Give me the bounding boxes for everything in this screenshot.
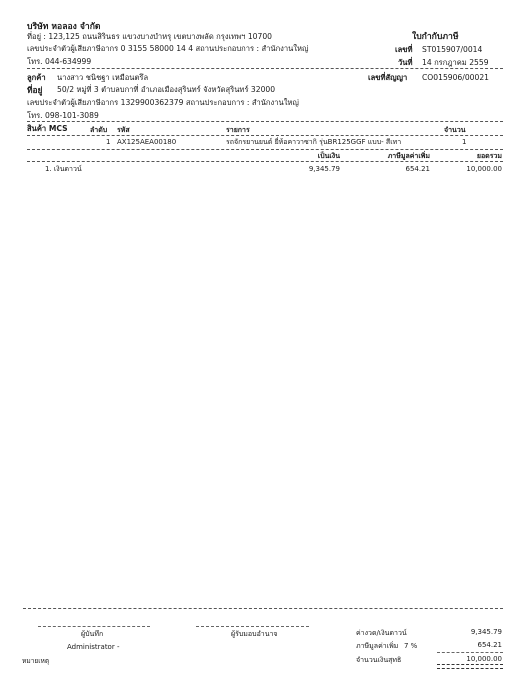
footer-divider (23, 608, 503, 609)
divider (27, 135, 503, 136)
company-tax-id: เลขประจำตัวผู้เสียภาษีอากร 0 3155 58000 14 4 สถานประกอบการ : สำนักงานใหญ่ (27, 44, 309, 53)
signature-line (196, 626, 309, 627)
divider (27, 149, 503, 150)
contract-label: เลขที่สัญญา (368, 73, 408, 82)
company-address: ที่อยู่ : 123,125 ถนนสิรินธร แขวงบางบำหรุ เขตบางพลัด กรุงเทพฯ 10700 (27, 32, 273, 41)
down-label: ค่างวด/เงินดาวน์ (356, 629, 407, 637)
divider (27, 121, 503, 122)
document-number-label: เลขที่ (395, 45, 413, 54)
document-date: 14 กรกฎาคม 2559 (422, 58, 489, 67)
row-label: 1. เงินดาวน์ (45, 165, 82, 173)
divider (27, 161, 503, 162)
divider (27, 68, 503, 69)
row-total: 10,000.00 (466, 165, 502, 173)
header-product: สินค้า MCS (27, 124, 68, 133)
header-seq: ลำดับ (90, 126, 108, 134)
header-amount: เป็นเงิน (317, 152, 340, 160)
net-value: 10,000.00 (466, 655, 502, 663)
company-name: บริษัท หอลอง จำกัด (27, 22, 101, 32)
vat-label: ภาษีมูลค่าเพิ่ม (356, 642, 399, 650)
row-vat: 654.21 (405, 165, 430, 173)
customer-address: 50/2 หมู่ที่ 3 ตำบลบกาที่ อำเภอเมืองสุรินทร์ จังหวัดสุรินทร์ 32000 (57, 85, 276, 94)
header-total: ยอดรวม (476, 152, 502, 160)
contract-number: CO015906/00021 (422, 73, 489, 82)
note-label: หมายเหตุ (22, 657, 50, 665)
header-qty: จำนวน (444, 126, 466, 134)
customer-name: นางสาว ชนิชฐา เหมือนตรึล (57, 73, 149, 82)
row-desc: รถจักรยานยนต์ ยี่ห้อคาวาซากิ รุ่นBR125GGF แบบ- สีเทา (226, 138, 402, 146)
down-value: 9,345.79 (470, 628, 502, 636)
recorder-name: Administrator - (67, 643, 120, 651)
header-desc: รายการ (226, 126, 250, 134)
recorder-label: ผู้บันทึก (81, 630, 104, 638)
row-qty: 1 (462, 138, 467, 146)
customer-label: ลูกค้า (27, 73, 46, 82)
document-number: ST015907/0014 (422, 45, 483, 54)
company-phone: โทร. 044-634999 (27, 57, 92, 66)
net-underline (437, 664, 503, 669)
header-code: รหัส (117, 126, 130, 134)
document-title: ใบกำกับภาษี (412, 32, 459, 42)
vat-value: 654.21 (477, 641, 502, 649)
row-code: AX125AEA00180 (117, 138, 177, 146)
customer-address-label: ที่อยู่ (27, 85, 43, 95)
document-date-label: วันที่ (398, 58, 413, 67)
vat-rate: 7 % (404, 642, 418, 650)
row-amount: 9,345.79 (308, 165, 340, 173)
signature-line (38, 626, 150, 627)
header-vat: ภาษีมูลค่าเพิ่ม (387, 152, 430, 160)
customer-tax-id: เลขประจำตัวผู้เสียภาษีอากร 1329900362379 สถานประกอบการ : สำนักงานใหญ่ (27, 98, 299, 107)
customer-phone: โทร. 098-101-3089 (27, 111, 99, 120)
net-label: จำนวนเงินสุทธิ (356, 656, 402, 664)
summary-divider (437, 652, 503, 653)
row-seq: 1 (106, 138, 111, 146)
authorized-label: ผู้รับมอบอำนาจ (231, 630, 278, 638)
